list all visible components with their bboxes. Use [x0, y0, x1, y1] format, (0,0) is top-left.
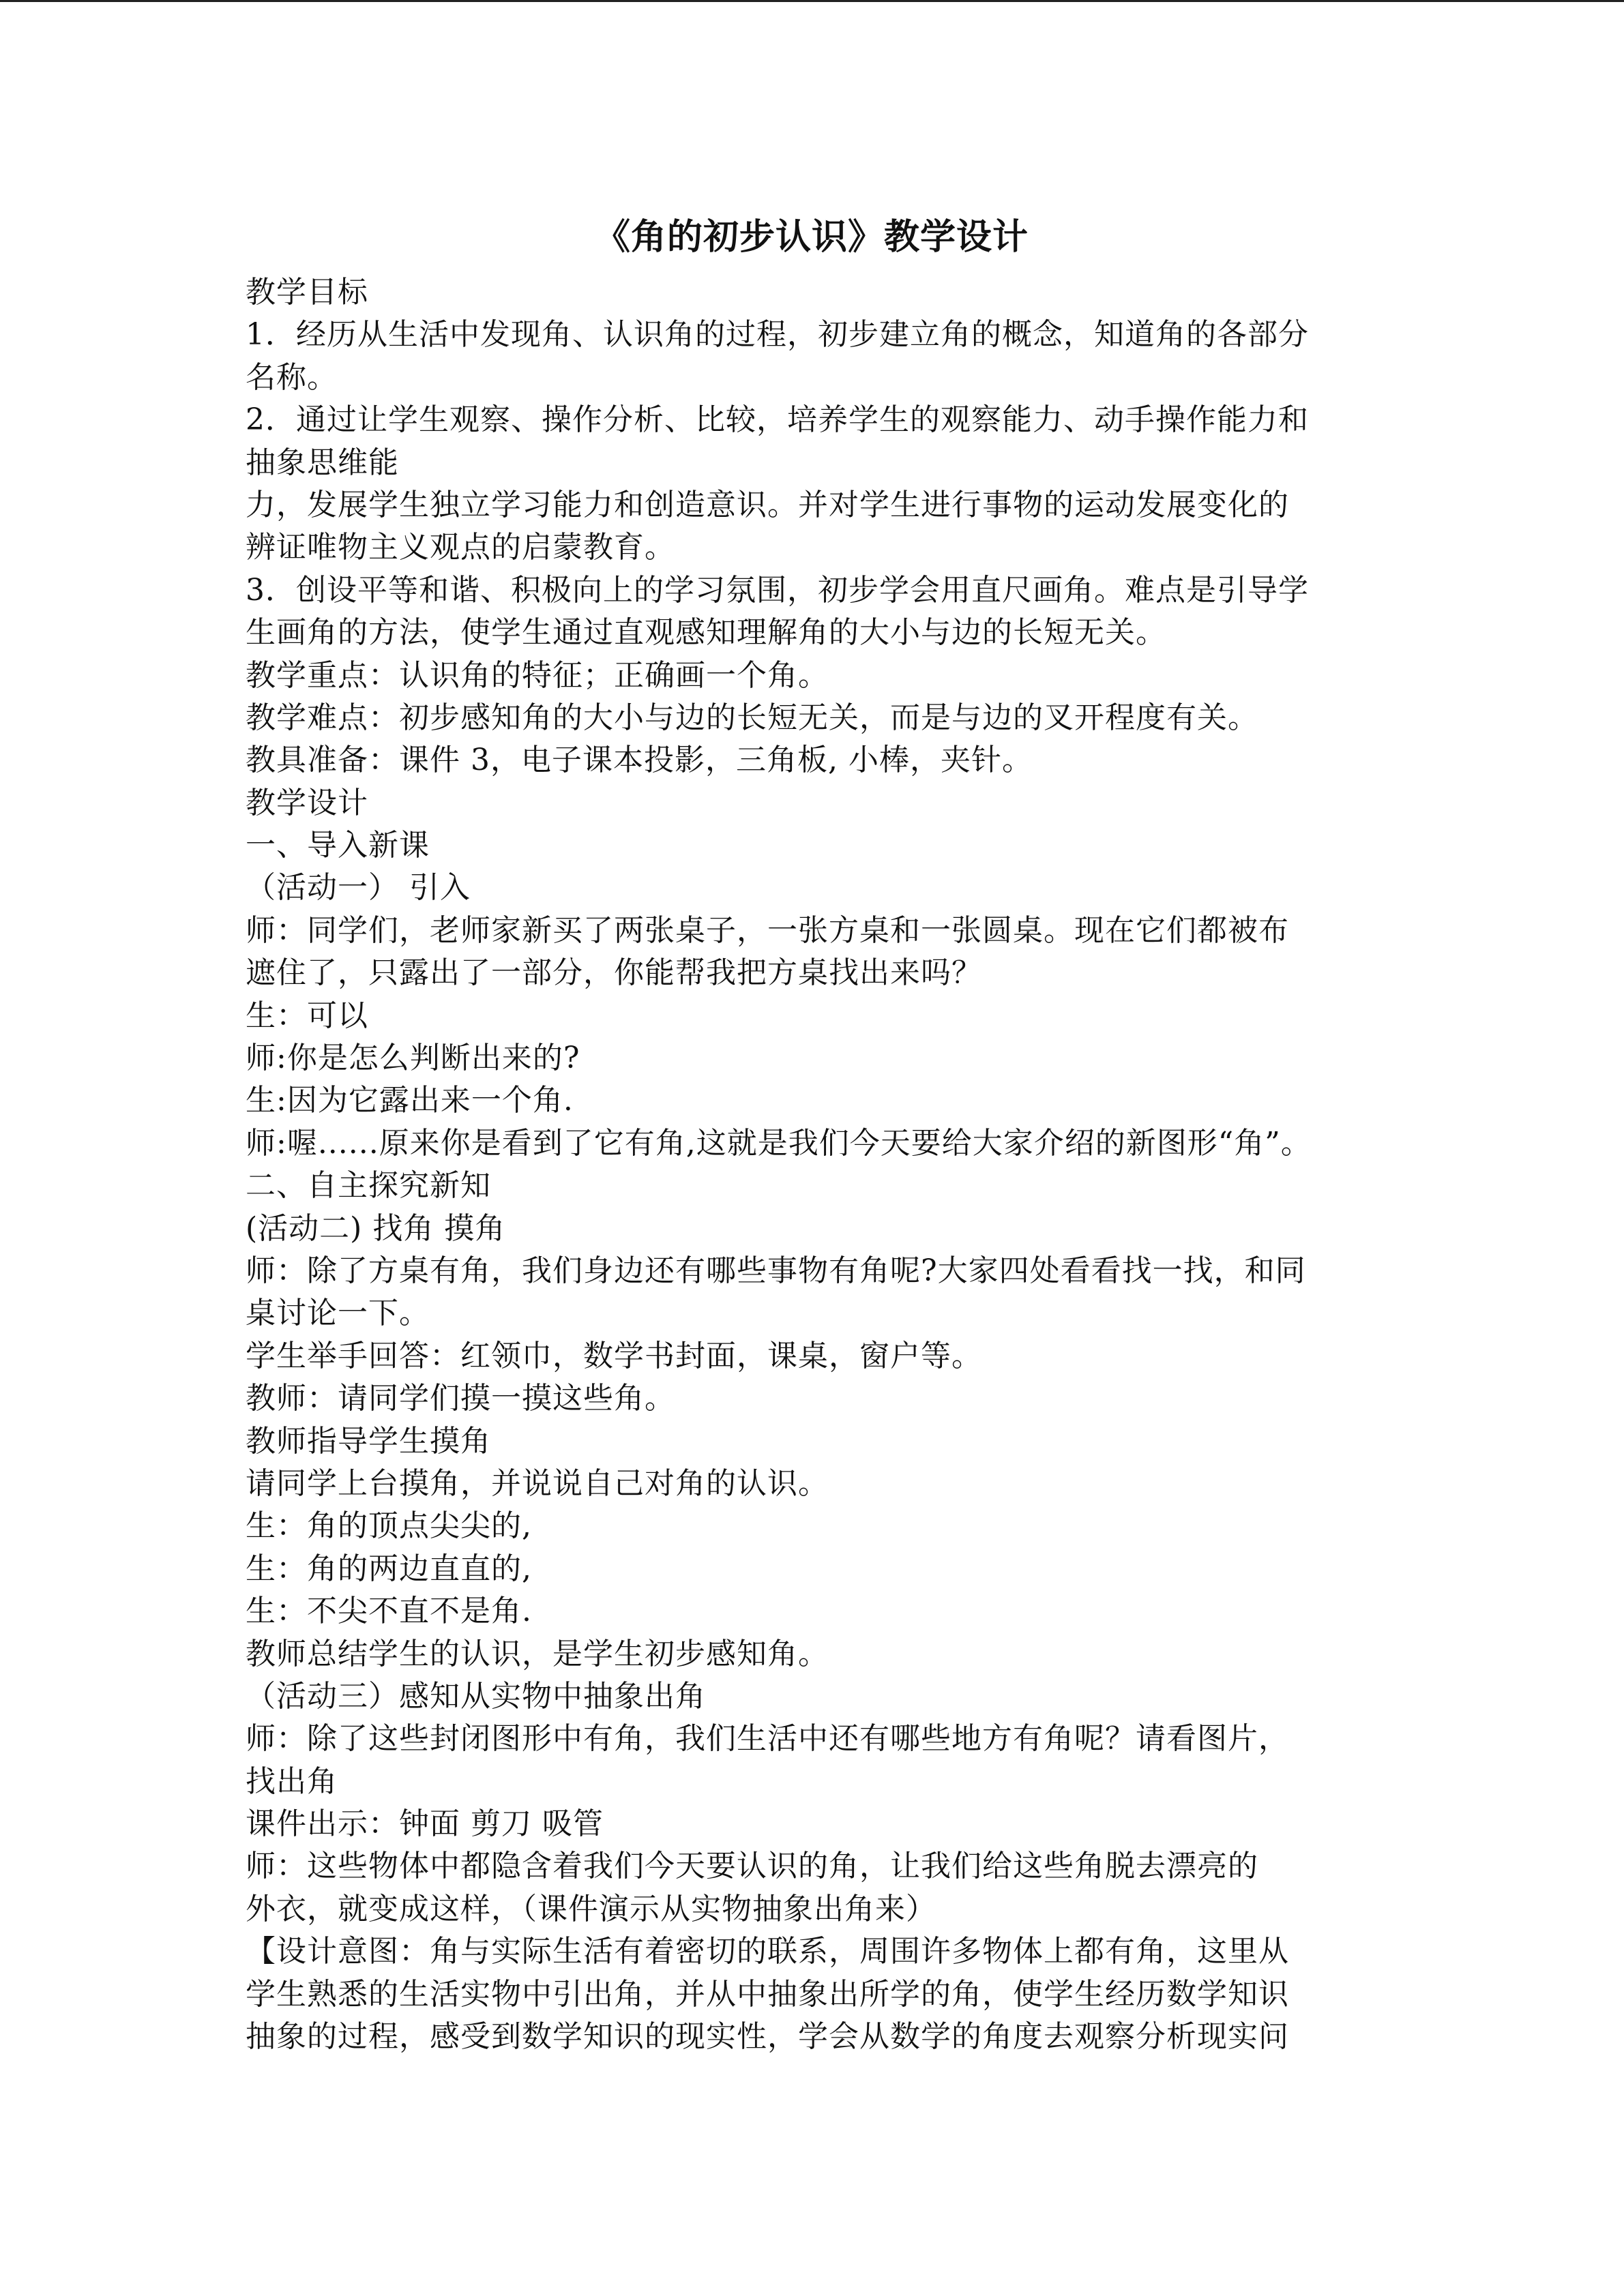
- text-line: 学生熟悉的生活实物中引出角，并从中抽象出所学的角，使学生经历数学知识: [246, 1976, 1289, 2012]
- text-line: 师：同学们，老师家新买了两张桌子，一张方桌和一张圆桌。现在它们都被布: [246, 912, 1289, 948]
- text-line: 外衣，就变成这样，（课件演示从实物抽象出角来）: [246, 1891, 936, 1926]
- text-line: 1．经历从生活中发现角、认识角的过程，初步建立角的概念，知道角的各部分: [246, 317, 1309, 353]
- text-line: 教学重点：认识角的特征；正确画一个角。: [246, 657, 829, 693]
- text-line: 桌讨论一下。: [246, 1296, 430, 1331]
- text-line: 生：角的两边直直的,: [246, 1551, 532, 1586]
- text-line: （活动一） 引入: [246, 870, 471, 906]
- text-line: 教师指导学生摸角: [246, 1423, 491, 1459]
- document-page: [246, 213, 1378, 2058]
- text-line: 师：除了方桌有角，我们身边还有哪些事物有角呢?大家四处看看找一找，和同: [246, 1253, 1306, 1288]
- text-line: 辨证唯物主义观点的启蒙教育。: [246, 530, 675, 565]
- text-line: (活动二) 找角 摸角: [246, 1210, 506, 1246]
- text-line: 3．创设平等和谐、积极向上的学习氛围，初步学会用直尺画角。难点是引导学: [246, 572, 1309, 608]
- text-line: 找出角: [246, 1763, 338, 1799]
- text-line: 力，发展学生独立学习能力和创造意识。并对学生进行事物的运动发展变化的: [246, 487, 1289, 522]
- text-line: 教学设计: [246, 785, 368, 820]
- text-line: 生：不尖不直不是角.: [246, 1594, 532, 1629]
- text-line: 抽象思维能: [246, 445, 399, 480]
- text-line: 师:你是怎么判断出来的?: [246, 1041, 580, 1076]
- text-line: 生：角的顶点尖尖的,: [246, 1508, 532, 1544]
- text-line: 2．通过让学生观察、操作分析、比较，培养学生的观察能力、动手操作能力和: [246, 402, 1309, 438]
- document-title: 《角的初步认识》教学设计: [594, 216, 1029, 258]
- text-line: 生：可以: [246, 998, 368, 1033]
- text-line: 教学目标: [246, 275, 368, 310]
- text-line: 教具准备：课件 3，电子课本投影，三角板, 小棒，夹针。: [246, 743, 1033, 778]
- page-top-border: [0, 0, 1624, 2]
- text-line: 教师总结学生的认识，是学生初步感知角。: [246, 1636, 829, 1671]
- text-line: 名称。: [246, 359, 338, 395]
- text-line: 师：这些物体中都隐含着我们今天要认识的角，让我们给这些角脱去漂亮的: [246, 1849, 1258, 1884]
- text-line: 请同学上台摸角，并说说自己对角的认识。: [246, 1465, 829, 1501]
- text-line: 教师：请同学们摸一摸这些角。: [246, 1381, 675, 1416]
- text-line: 生:因为它露出来一个角.: [246, 1083, 574, 1118]
- text-line: 二、自主探究新知: [246, 1168, 491, 1204]
- text-line: 课件出示：钟面 剪刀 吸管: [246, 1806, 604, 1842]
- text-line: （活动三）感知从实物中抽象出角: [246, 1678, 706, 1714]
- text-line: 教学难点：初步感知角的大小与边的长短无关，而是与边的叉开程度有关。: [246, 700, 1258, 735]
- text-line: 生画角的方法，使学生通过直观感知理解角的大小与边的长短无关。: [246, 615, 1166, 651]
- text-line: 遮住了，只露出了一部分，你能帮我把方桌找出来吗？: [246, 955, 982, 991]
- document-body: [246, 271, 1378, 2058]
- text-line: 【设计意图：角与实际生活有着密切的联系，周围许多物体上都有角，这里从: [246, 1934, 1289, 1969]
- text-line: 学生举手回答：红领巾，数学书封面，课桌，窗户等。: [246, 1338, 982, 1373]
- text-line: 师：除了这些封闭图形中有角，我们生活中还有哪些地方有角呢？请看图片，: [246, 1721, 1289, 1757]
- text-line: 师:喔......原来你是看到了它有角,这就是我们今天要给大家介绍的新图形“角”。: [246, 1125, 1312, 1161]
- text-line: 抽象的过程，感受到数学知识的现实性，学会从数学的角度去观察分析现实问: [246, 2019, 1289, 2055]
- text-line: 一、导入新课: [246, 828, 430, 863]
